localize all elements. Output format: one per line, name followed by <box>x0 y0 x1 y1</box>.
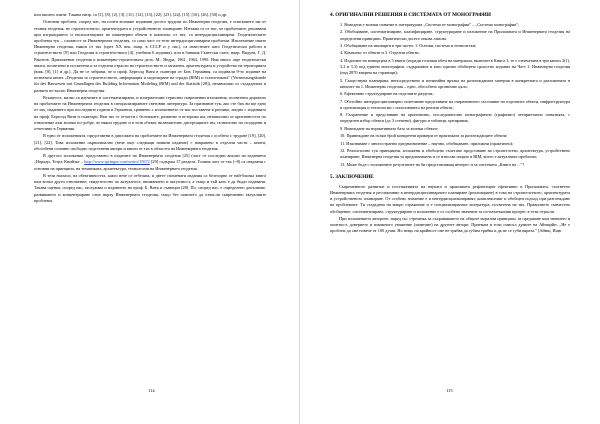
paragraph: или писано зпити. Такива напр. са [1], [8], [2], [3], [11], [12], [13], [22], [23], [24], [15], [16], [26], [30] и др. <box>34 12 228 17</box>
list-item: 5. Съществува планирана, непосредствено и понятийна връзка на разглежданата материя в конкретната и разложената в книгите на 1. Инженерна геодезия – едно, обособено органично цяло; <box>340 77 570 89</box>
list-item: 10. Привеждане на голям брой конкретни примери от практиката за разглеждащите обекти; <box>340 133 508 139</box>
paragraph: Основни проблем, според нас, на почти всичкие издавани досега трудове по Инженерна геодезия, е описването им от техния геодезия, не строителството, архитектурата и устройственото планиране. Изтъква се от нас, че проблемите, решавани при изграждането и експлоатацията на инженерни обекти в комплекс от тях, са интердисциплинарни. Геодезическите проблеми тук – сложност за Инженерната геодезия, са само част от тези интердисциплинарни проблеми. Изключение имате Инженерна геодезия, някои от тях (през XX век, напр. в СССР и у нас), са известните като Геодезически работи в строителството [9] или Геодезия в строителството [4], учебник 6 издания), или в бившия Съветски съюз, напр. Видуев, Г. Д. Ракитов. Приложение геодезия в инженерно-строителната дело. М., Недра, 1961, 1964, 1990. Има много още геодезически книги, посветени и посветени и за отделни отрасли на строителството и запазени, архитектурата и устройство на територията (виж. [8], [1] и др.). Да не се забрави, че и проф. Бертолд Витя в съавтори от Бон, Германия, са издавали 9-то издание на познатата книга „Геодезия за строителството, информация и моделиране на сгради (BIM) и статистиката" (Vermessungskunde für des Bauwesen mit Grundlagen des Building Information Modeling (BIM) und der Statistik [28]), независимо от създадената и развита по-късно Инженерна геодезия. <box>34 19 266 93</box>
list-item: 11. Изясняване с многостранно предназначение – научно, обобщаване, приложни (практично); <box>340 140 514 146</box>
right-text-column <box>330 12 570 236</box>
paragraph: Съвременното развитие и постиженията на науката и практиката рефлектират ефективно в Приложната, съответно Инженерната геодезия и респективно в интердисциплинарното планиране (реализиране) в това на строителството, архитектурата и устройственото планиране. От особено значение е и интердисциплинарният, комплексният и обобщен подход при разглеждане на проблемите. Тя създадена на макро отражение и е специализираната литература, посветена на тях. Правилното съвместно обобщение, систематизиране, структуриране и изложение е от особено значение за по-нататъшния прогрес в тези отрасли. <box>330 183 570 214</box>
page-number-left: 114 <box>148 388 155 393</box>
numbered-list <box>330 22 570 168</box>
list-item: 7. Обстойно интердисциплинарно съчетаване представяне на съвременното състояние на отделните обекти, инфраструктура и организация и технологии с използването на реални обекти; <box>340 98 570 110</box>
right-page <box>300 0 600 424</box>
paragraph: При изложението авторите, наред със стремежа за съхраняването на общите морални принципи, за предаване към знанието и опитност, доверието и взаимното уважение (зачитане) на другите автори. Приемам в този смисъл думите на Айнщайн, „Не е проблем да сме повече от 100 души. Но нещо на крайност сме не трябва да губим трябва и да не се губи вярата." [Айнщ. Ищв. <box>330 215 570 234</box>
list-item: 6. Ефективно структуриране на отделните раздели; <box>340 91 434 97</box>
paragraph-tail: [29] съдържа 17 раздела. Голяма част от тях (~8) са свързани с основни на принципи, на тематиката, архитектура, технологии на Инженерната геодезия. <box>34 159 266 171</box>
list-item: 4. Издигане на минорцата в 5 книги (поради големия обем на материала, включен в Книга 3, те е отпечатана в три книги 3(1), 3.2 и 3.3) под единно монографии, съдържание и като единно обобщено цялостно издание на Част 1. Инженерна геодезия (над 2870 кнорни на страници); <box>340 57 570 76</box>
list-item: 8. Съхранение и представяне на оригинално, последователно монографично (графично) четириетапно понятията, с определен избор обекти (до 3 степени), фигури и таблици, цитирания; <box>340 112 570 124</box>
paragraph: В тези нагласи, на обективността, както вече се отбеляза, и двете споменати издания са белезорно от най-близка книга към всеки други отношение, свидетелство по актуалност, вниманието и актуалност, а също и тъй като е да бъдат издавани. Такава оценка, според нас, заслужава и изданието на проф. Б. Витя и съавтори [28]. По, според нас, е определено допълване, развиването и концентриране само върху Инженерната геодезия, също без повечето да отчисли съвременно актуалните проблеми. <box>34 173 266 203</box>
list-item: 12. Реалистично тук принципни, изложени и обобщено съчетано представяне на строителство, архитектура, устройствено планиране; Инженерна геодезия за предназначена и се използи изцяло в BIM, което е актуалната проблема; <box>340 147 570 160</box>
left-text-column <box>34 12 266 205</box>
page-number-right: 115 <box>446 388 453 393</box>
list-item: 2. Обобщаване, систематизиране, класифициране, структуриране и изложение на Приложната и Инженерната геодезия на определени принципи. Практически досега такова липсва. <box>340 29 570 41</box>
paragraph: Всъщност, малко са научните и систематизирани, и изчерпателни сериозни съвременни изложения, посветени директно на проблемите на Инженерната геодезия в специализираните световни литература. За признание тук, ако сте бих ви ще едно от тях, изданието при последните години в Германия, сравнено с изложението от нас поставена в разлика, заедно с изданията на проф. Бертолд Витя и съавтори. Във тях се отчасти с бележките, развитие и историка им, независимо от критичността по отношение към всичко по-добре, че някои трудове и в този обхват, включително дисертациите им, съзнателно на създадени и отчетливо в Германия. <box>34 95 266 132</box>
paragraph: В едно от изложенията, представени в дипломата на проблемите на Инженерната геодезия с особено с трудове [19], [20], [21], [22]. Това изложение първоначално (вече още следващи новини издание) с направено в отделни части – книги, обособени основно свободно подготвени автори и книги от тях в областта на Инженерната геодезия. <box>34 133 266 151</box>
paragraph-text: В другото изложение, представено в изданите на Инженерната геодезия [25] (част от последни анализ на изданието „Норади, Тотрт, Книйльт – <box>34 153 266 165</box>
list-item: 3. Обобщаване на имоварти в три части: 1. Основи, система и технически; <box>340 42 477 48</box>
list-item: 13. Може бъде с изложените резултатите на би представляващ интерес и за системата „Книга на ..."? <box>340 161 525 167</box>
section-heading: 5. ЗАКЛЮЧЕНИЕ <box>330 173 374 180</box>
paragraph-with-link <box>34 153 266 172</box>
list-item: 9. Въвеждане на нормативната база за всички обекти; <box>340 125 439 131</box>
list-item: 4. Комплекс от обекти и 3. Отделни обекти; <box>340 50 420 56</box>
list-item: 1. Въведена е всички понятие в литературата „Система от монографии" – „Система монографии"; <box>340 22 520 27</box>
springer-link[interactable]: http://www.springer.com/series/15672 <box>84 159 150 165</box>
section-heading: 4. ОРИГИНАЛНИ РЕШЕНИЯ В СИСТЕМАТА ОТ МОНОГРАФИИ <box>330 12 491 18</box>
